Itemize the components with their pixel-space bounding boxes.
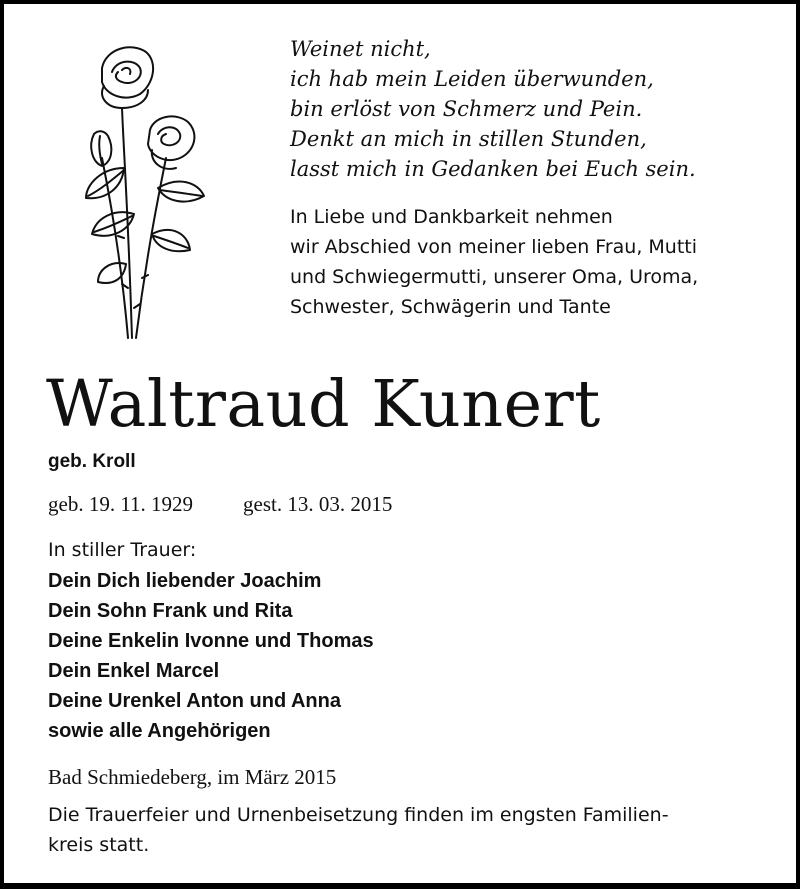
death-date: gest. 13. 03. 2015	[243, 492, 393, 516]
mourning-intro: In stiller Trauer:	[48, 539, 197, 561]
roses-icon	[62, 38, 212, 348]
poem-line: ich hab mein Leiden überwunden,	[290, 67, 654, 91]
ceremony-note	[48, 800, 748, 860]
mourner-entry: Deine Urenkel Anton und Anna	[48, 690, 341, 712]
farewell-line: In Liebe und Dankbarkeit nehmen	[290, 206, 613, 228]
mourner-entry: Deine Enkelin Ivonne und Thomas	[48, 630, 374, 652]
mourner-entry: sowie alle Angehörigen	[48, 720, 271, 742]
mourner-entry: Dein Dich liebender Joachim	[48, 570, 322, 592]
poem-line: bin erlöst von Schmerz und Pein.	[290, 97, 643, 121]
farewell-line: wir Abschied von meiner lieben Frau, Mutti	[290, 236, 698, 258]
maiden-name: geb. Kroll	[48, 451, 136, 472]
ceremony-line: Die Trauerfeier und Urnenbeisetzung finden im engsten Familien-	[48, 804, 669, 826]
mourners-list	[48, 566, 374, 746]
mourner-entry: Dein Enkel Marcel	[48, 660, 220, 682]
deceased-name: Waltraud Kunert	[46, 367, 601, 442]
farewell-text	[290, 202, 780, 322]
mourner-entry: Dein Sohn Frank und Rita	[48, 600, 293, 622]
poem-line: Weinet nicht,	[290, 37, 431, 61]
poem-line: lasst mich in Gedanken bei Euch sein.	[290, 157, 696, 181]
life-dates	[48, 490, 392, 518]
poem	[290, 34, 770, 184]
poem-line: Denkt an mich in stillen Stunden,	[290, 127, 647, 151]
place-and-date: Bad Schmiedeberg, im März 2015	[48, 765, 337, 789]
farewell-line: Schwester, Schwägerin und Tante	[290, 296, 611, 318]
birth-date: geb. 19. 11. 1929	[48, 492, 194, 516]
ceremony-line: kreis statt.	[48, 834, 150, 856]
farewell-line: und Schwiegermutti, unserer Oma, Uroma,	[290, 266, 699, 288]
